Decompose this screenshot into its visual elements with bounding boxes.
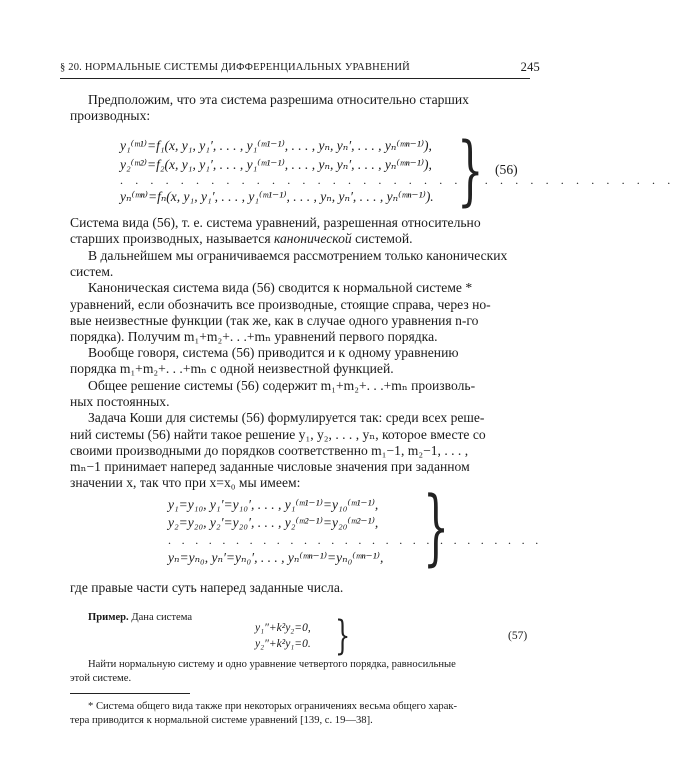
- running-header: [60, 60, 540, 79]
- para5-line-1: Общее решение системы (56) содержит m₁+m₂+. . .+mₙ произволь-: [88, 378, 476, 393]
- cauchy-row-3: yₙ=yₙ₀, yₙ′=yₙ₀′, . . . , yₙ⁽ᵐⁿ⁻¹⁾=yₙ₀⁽ᵐⁿ⁻¹⁾,: [168, 550, 384, 565]
- para2-line-1: В дальнейшем мы ограничиваемся рассмотрением только канонических: [88, 248, 508, 263]
- example-label: Пример.: [88, 612, 129, 623]
- footnote-line-1: * Система общего вида также при некоторых ограничениях весьма общего харак-: [88, 701, 458, 712]
- system56-row-2: y₂⁽ᵐ²⁾=f₂(x, y₁, y₁′, . . . , y₁⁽ᵐ¹⁻¹⁾, . . . , yₙ, yₙ′, . . . , yₙ⁽ᵐⁿ⁻¹⁾),: [120, 157, 432, 172]
- example-task-line-2: этой системе.: [70, 673, 132, 684]
- cauchy-dots: . . . . . . . . . . . . . . . . . . . . . . . . . . . .: [168, 533, 542, 547]
- para3-line-2: уравнений, если обозначить все производные, стоящие справа, через но-: [70, 297, 491, 312]
- system56-row-3: yₙ⁽ᵐⁿ⁾=fₙ(x, y₁, y₁′, . . . , y₁⁽ᵐ¹⁻¹⁾, . . . , yₙ, yₙ′, . . . , yₙ⁽ᵐⁿ⁻¹⁾).: [120, 189, 434, 204]
- equation-tag-57: (57): [508, 630, 528, 642]
- footnote-line-2: тера приводится к нормальной системе уравнений [139, с. 19—38].: [70, 715, 373, 726]
- footnote-divider: [70, 693, 190, 694]
- example-intro: Пример. Дана система: [88, 612, 193, 623]
- equation-tag-56: (56): [495, 162, 518, 177]
- cauchy-right-brace: }: [423, 480, 450, 575]
- system56-dots: . . . . . . . . . . . . . . . . . . . . . . . . . . . . . . . . . . . . .: [120, 173, 675, 187]
- intro-line-2: производных:: [70, 108, 151, 123]
- cauchy-row-1: y₁=y₁₀, y₁′=y₁₀′, . . . , y₁⁽ᵐ¹⁻¹⁾=y₁₀⁽ᵐ¹⁻¹⁾,: [168, 497, 379, 512]
- para3-line-1: Каноническая система вида (56) сводится к нормальной системе *: [88, 280, 473, 295]
- para3-line-3: вые неизвестные функции (так же, как в случае одного уравнения n-го: [70, 313, 479, 328]
- para6-line-1: Задача Коши для системы (56) формулируется так: среди всех реше-: [88, 410, 485, 425]
- para1-line-2: старших производных, называется канонической системой.: [70, 231, 413, 246]
- para5-line-2: ных постоянных.: [70, 394, 170, 409]
- para6-line-4: mₙ−1 принимает наперед заданные числовые значения при заданном: [70, 459, 470, 474]
- example-eq-1: y₁″+k²y₂=0,: [255, 622, 311, 634]
- page-number: 245: [520, 60, 540, 74]
- after-cauchy-line: где правые части суть наперед заданные числа.: [70, 580, 344, 595]
- system56-row-1: y₁⁽ᵐ¹⁾=f₁(x, y₁, y₁′, . . . , y₁⁽ᵐ¹⁻¹⁾, . . . , yₙ, yₙ′, . . . , yₙ⁽ᵐⁿ⁻¹⁾),: [120, 138, 432, 153]
- para6-line-3: своими производными до порядков соответственно m₁−1, m₂−1, . . . ,: [70, 443, 469, 458]
- cauchy-row-2: y₂=y₂₀, y₂′=y₂₀′, . . . , y₂⁽ᵐ²⁻¹⁾=y₂₀⁽ᵐ²⁻¹⁾,: [168, 515, 379, 530]
- intro-line-1: Предположим, что эта система разрешима относительно старших: [88, 92, 469, 107]
- para4-line-1: Вообще говоря, система (56) приводится и к одному уравнению: [88, 345, 459, 360]
- para6-line-2: ний системы (56) найти такое решение y₁, y₂, . . . , yₙ, которое вместе со: [70, 427, 486, 442]
- para4-line-2: порядка m₁+m₂+. . .+mₙ с одной неизвестной функцией.: [70, 361, 394, 376]
- para1-line-1: Система вида (56), т. е. система уравнений, разрешенная относительно: [70, 215, 481, 230]
- term-canonical: канонической: [273, 231, 352, 246]
- running-header-title: § 20. НОРМАЛЬНЫЕ СИСТЕМЫ ДИФФЕРЕНЦИАЛЬНЫХ УРАВНЕНИЙ: [60, 62, 410, 73]
- para3-line-4: порядка). Получим m₁+m₂+. . .+mₙ уравнений первого порядка.: [70, 329, 438, 344]
- system56-right-brace: }: [457, 125, 484, 214]
- para2-line-2: систем.: [70, 264, 114, 279]
- example-eq-2: y₂″+k²y₁=0.: [255, 638, 311, 650]
- example-right-brace: }: [335, 613, 351, 659]
- example-task-line-1: Найти нормальную систему и одно уравнение четвертого порядка, равносильные: [88, 659, 456, 670]
- para6-line-5: значении x, так что при x=x₀ мы имеем:: [70, 475, 301, 490]
